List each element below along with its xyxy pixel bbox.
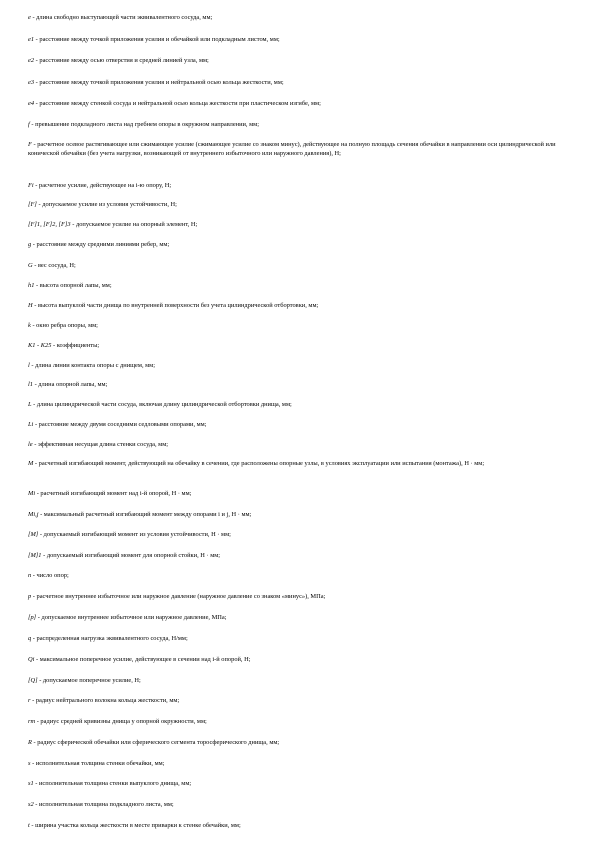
definition-text: - расстояние между точкой приложения усилия и обечайкой или подкладным листом, мм; [34, 36, 280, 43]
definition-text: - коэффициенты; [51, 342, 100, 349]
definition-e1 [28, 36, 568, 45]
symbol: G [28, 262, 33, 269]
definition-p-allow [28, 614, 568, 623]
definition-Fi [28, 182, 568, 191]
definition-text: - длина свободно выступающей части эквивалентного сосуда, мм; [30, 14, 213, 21]
definition-F [28, 141, 568, 158]
symbol: p [28, 593, 32, 600]
definition-text: - длина линии контакта опоры с днищем, мм; [29, 362, 155, 369]
symbol: [M] [28, 531, 39, 538]
definition-q [28, 635, 568, 644]
symbol: s1 [28, 780, 34, 787]
symbol: [p] [28, 614, 37, 621]
symbol: K1 - K25 [28, 342, 52, 349]
definition-L [28, 401, 568, 410]
definition-text: - радиус средней кривизны днища у опорной окружности, мм; [35, 718, 207, 725]
symbol: k [28, 322, 31, 329]
definition-text: - допускаемое поперечное усилие, Н; [37, 677, 141, 684]
definition-s [28, 760, 568, 769]
definition-t [28, 822, 568, 831]
definition-text: - расстояние между средними линиями ребер, мм; [31, 241, 170, 248]
definition-text: - эффективная несущая длина стенки сосуда, мм; [32, 441, 169, 448]
symbol: l1 [28, 381, 33, 388]
definition-M-allow [28, 531, 568, 540]
definition-text: - допускаемое усилие из условия устойчивости, Н; [36, 201, 177, 208]
definition-p [28, 593, 568, 602]
symbol: Fi [28, 182, 34, 189]
definition-text: - расстояние между стенкой сосуда и нейтральной осью кольца жесткости при пластическом изгибе, мм; [34, 100, 321, 107]
symbol: t [28, 822, 30, 829]
symbol: Mi,j [28, 511, 39, 518]
symbol: Qi [28, 656, 35, 663]
definition-text: - радиус сферической обечайки или сферического сегмента торосферического днища, мм; [31, 739, 280, 746]
symbol: e [28, 14, 31, 21]
symbol: r [28, 697, 31, 704]
symbol: e4 [28, 100, 35, 107]
definition-Q-allow [28, 677, 568, 686]
definition-text: - расчетное внутреннее избыточное или наружное давление (наружное давление со знаком «минус»), МПа; [31, 593, 326, 600]
definition-g [28, 241, 568, 250]
symbol: l [28, 362, 30, 369]
symbol: q [28, 635, 32, 642]
definition-text: - длина опорной лапы, мм; [32, 381, 108, 388]
definition-Mij [28, 511, 568, 520]
definition-l1 [28, 381, 568, 390]
definition-e3 [28, 79, 568, 88]
definition-text: - окно ребра опоры, мм; [30, 322, 98, 329]
definition-text: - ширина участка кольца жесткости в месте приварки к стенке обечайки, мм; [29, 822, 241, 829]
definition-text: - максимальный расчетный изгибающий момент между опорами i и j, Н · мм; [38, 511, 252, 518]
definition-text: - максимальное поперечное усилие, действующее в сечении над i-й опорой, Н; [34, 656, 251, 663]
definition-n [28, 572, 568, 581]
definition-text: - допускаемый изгибающий момент из условия устойчивости, Н · мм; [38, 531, 231, 538]
definition-text: - радиус нейтрального волокна кольца жесткости, мм; [30, 697, 180, 704]
symbol: F [28, 141, 32, 148]
definition-le [28, 441, 568, 450]
definition-text: - расстояние между двумя соседними седловыми опорами, мм; [33, 421, 207, 428]
definition-text: - длина цилиндрической части сосуда, включая длину цилиндрической отбортовки днища, мм; [31, 401, 292, 408]
symbol: rm [28, 718, 36, 725]
definition-r [28, 697, 568, 706]
symbol: n [28, 572, 32, 579]
definition-l [28, 362, 568, 371]
definition-text: - исполнительная толщина стенки выпуклого днища, мм; [33, 780, 192, 787]
symbol: f [28, 121, 30, 128]
symbol: Mi [28, 490, 36, 497]
symbol: [M]1 [28, 552, 42, 559]
symbol: [F]1, [F]2, [F]3 [28, 221, 71, 228]
definition-K [28, 342, 568, 351]
definition-text: - расчетное усилие, действующее на i-ю опору, Н; [33, 182, 172, 189]
symbol: H [28, 302, 33, 309]
definition-M1-allow [28, 552, 568, 561]
symbol: le [28, 441, 33, 448]
definition-e2 [28, 57, 568, 66]
definition-text: - высота опорной лапы, мм; [34, 282, 112, 289]
symbol: [Q] [28, 677, 38, 684]
definition-text: - расстояние между точкой приложения усилия и нейтральной осью кольца жесткости, мм; [34, 79, 284, 86]
symbol: Li [28, 421, 34, 428]
symbol: M [28, 460, 34, 467]
definition-text: - число опор; [31, 572, 69, 579]
definition-Mi [28, 490, 568, 499]
symbol: [F] [28, 201, 37, 208]
definition-H [28, 302, 568, 311]
symbol: L [28, 401, 32, 408]
symbol: h1 [28, 282, 35, 289]
symbol: R [28, 739, 32, 746]
definition-Qi [28, 656, 568, 665]
definition-text: - расчетный изгибающий момент, действующий на обечайку в сечении, где расположены опорные узлы, в условиях эксплуатации или испытания (монтажа), Н · мм; [33, 460, 485, 467]
definition-R [28, 739, 568, 748]
definition-F-allow [28, 201, 568, 210]
definition-text: - допускаемое внутреннее избыточное или наружное давление, МПа; [36, 614, 227, 621]
definition-text: - расстояние между осью отверстия и средней линией узла, мм; [34, 57, 209, 64]
symbol: e1 [28, 36, 35, 43]
definition-text: - допускаемое усилие на опорный элемент, Н; [70, 221, 198, 228]
definition-e [28, 14, 568, 23]
definition-s1 [28, 780, 568, 789]
definition-text: - исполнительная толщина стенки обечайки, мм; [30, 760, 165, 767]
definition-text: - распределенная нагрузка эквивалентного сосуда, Н/мм; [31, 635, 188, 642]
definition-M [28, 460, 568, 469]
symbol: e2 [28, 57, 35, 64]
definition-text: - превышение подкладного листа над гребнем опоры в окружном направлении, мм; [29, 121, 259, 128]
definition-text: - исполнительная толщина подкладного листа, мм; [33, 801, 174, 808]
definition-Li [28, 421, 568, 430]
definition-F123 [28, 221, 568, 230]
symbol: s [28, 760, 31, 767]
definition-G [28, 262, 568, 271]
definition-k [28, 322, 568, 331]
definition-f [28, 121, 568, 130]
definition-s2 [28, 801, 568, 810]
symbol: g [28, 241, 32, 248]
definition-rm [28, 718, 568, 727]
symbol: e3 [28, 79, 35, 86]
definition-text: - вес сосуда, Н; [32, 262, 76, 269]
symbol: s2 [28, 801, 34, 808]
definition-h1 [28, 282, 568, 291]
definition-text: - расчетный изгибающий момент над i-й опорой, Н · мм; [35, 490, 192, 497]
definition-e4 [28, 100, 568, 109]
definition-text: - расчетное осевое растягивающее или сжимающее усилие (сжимающее усилие со знаком минус), действующее на полную площадь сечения обечайки в направлении оси цилиндрической или конической обечайки (без учета нагрузки, возникающей от внутреннего избыточного или наружного давления), Н; [28, 141, 556, 157]
definition-text: - высота выпуклой части днища по внутренней поверхности без учета цилиндрической отбортовки, мм; [32, 302, 319, 309]
definition-text: - допускаемый изгибающий момент для опорной стойки, Н · мм; [41, 552, 221, 559]
